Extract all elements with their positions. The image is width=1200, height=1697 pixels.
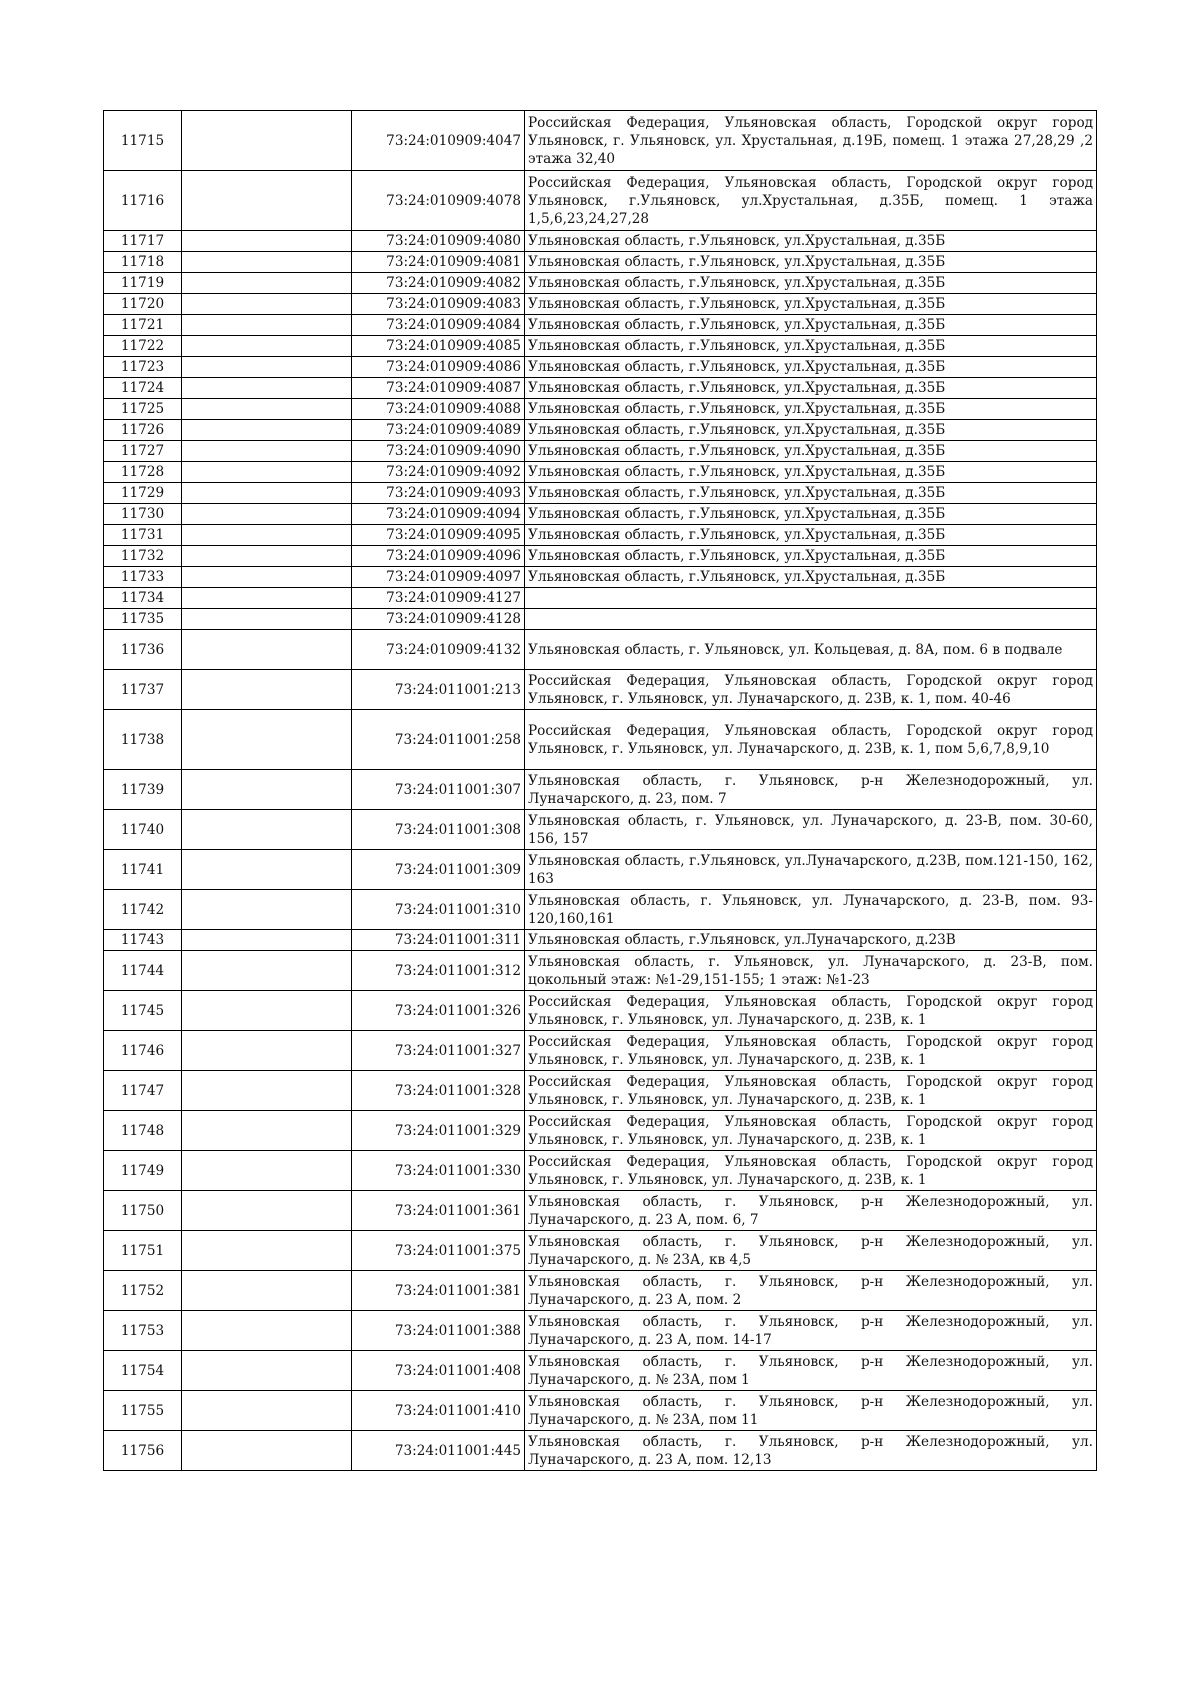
row-number: 11733	[104, 567, 182, 588]
cadastral-number: 73:24:010909:4132	[352, 630, 525, 670]
cadastral-number: 73:24:011001:258	[352, 710, 525, 770]
empty-cell	[182, 441, 352, 462]
row-number: 11737	[104, 670, 182, 710]
row-number: 11722	[104, 336, 182, 357]
row-number: 11732	[104, 546, 182, 567]
table-row	[104, 399, 1097, 420]
address: Ульяновская область, г.Ульяновск, ул.Хрустальная, д.35Б	[525, 294, 1097, 315]
empty-cell	[182, 609, 352, 630]
empty-cell	[182, 1311, 352, 1351]
row-number: 11755	[104, 1391, 182, 1431]
table-row	[104, 1031, 1097, 1071]
cadastral-number: 73:24:011001:327	[352, 1031, 525, 1071]
table-row	[104, 1231, 1097, 1271]
table-row	[104, 1311, 1097, 1351]
table-row	[104, 710, 1097, 770]
address: Российская Федерация, Ульяновская область, Городской округ город Ульяновск, г. Ульяновск, ул. Луначарского, д. 23В, к. 1	[525, 1111, 1097, 1151]
cadastral-number: 73:24:011001:213	[352, 670, 525, 710]
cadastral-number: 73:24:011001:328	[352, 1071, 525, 1111]
table-row	[104, 850, 1097, 890]
empty-cell	[182, 1271, 352, 1311]
empty-cell	[182, 399, 352, 420]
table-row	[104, 951, 1097, 991]
address: Ульяновская область, г. Ульяновск, р-н Железнодорожный, ул. Луначарского, д. № 23А, кв 4,5	[525, 1231, 1097, 1271]
empty-cell	[182, 588, 352, 609]
table-row	[104, 770, 1097, 810]
row-number: 11739	[104, 770, 182, 810]
empty-cell	[182, 1151, 352, 1191]
empty-cell	[182, 315, 352, 336]
row-number: 11741	[104, 850, 182, 890]
row-number: 11740	[104, 810, 182, 850]
row-number: 11718	[104, 252, 182, 273]
row-number: 11720	[104, 294, 182, 315]
address: Российская Федерация, Ульяновская область, Городской округ город Ульяновск, г.Ульяновск, ул.Хрустальная, д.35Б, помещ. 1 этажа 1,5,6,23,24,27,28	[525, 171, 1097, 231]
row-number: 11725	[104, 399, 182, 420]
row-number: 11738	[104, 710, 182, 770]
row-number: 11747	[104, 1071, 182, 1111]
row-number: 11735	[104, 609, 182, 630]
table-row	[104, 890, 1097, 930]
table-row	[104, 1271, 1097, 1311]
row-number: 11727	[104, 441, 182, 462]
row-number: 11717	[104, 231, 182, 252]
table-row	[104, 670, 1097, 710]
row-number: 11721	[104, 315, 182, 336]
row-number: 11723	[104, 357, 182, 378]
row-number: 11752	[104, 1271, 182, 1311]
empty-cell	[182, 1071, 352, 1111]
cadastral-number: 73:24:010909:4087	[352, 378, 525, 399]
empty-cell	[182, 1431, 352, 1471]
table-row	[104, 810, 1097, 850]
address: Ульяновская область, г. Ульяновск, р-н Железнодорожный, ул. Луначарского, д. № 23А, пом 1	[525, 1351, 1097, 1391]
cadastral-number: 73:24:010909:4097	[352, 567, 525, 588]
empty-cell	[182, 231, 352, 252]
table-row	[104, 1111, 1097, 1151]
row-number: 11736	[104, 630, 182, 670]
empty-cell	[182, 525, 352, 546]
cadastral-number: 73:24:010909:4085	[352, 336, 525, 357]
cadastral-number: 73:24:011001:330	[352, 1151, 525, 1191]
row-number: 11715	[104, 111, 182, 171]
address: Ульяновская область, г.Ульяновск, ул.Хрустальная, д.35Б	[525, 273, 1097, 294]
row-number: 11749	[104, 1151, 182, 1191]
cadastral-number: 73:24:010909:4096	[352, 546, 525, 567]
empty-cell	[182, 567, 352, 588]
cadastral-number: 73:24:011001:375	[352, 1231, 525, 1271]
row-number: 11734	[104, 588, 182, 609]
address: Ульяновская область, г. Ульяновск, р-н Железнодорожный, ул. Луначарского, д. 23 А, пом. 2	[525, 1271, 1097, 1311]
table-row	[104, 357, 1097, 378]
row-number: 11756	[104, 1431, 182, 1471]
empty-cell	[182, 1031, 352, 1071]
cadastral-number: 73:24:011001:381	[352, 1271, 525, 1311]
table-row	[104, 1191, 1097, 1231]
row-number: 11745	[104, 991, 182, 1031]
table-row	[104, 1391, 1097, 1431]
table-row	[104, 1071, 1097, 1111]
address: Российская Федерация, Ульяновская область, Городской округ город Ульяновск, г. Ульяновск, ул. Луначарского, д. 23В, к. 1	[525, 1071, 1097, 1111]
address	[525, 609, 1097, 630]
cadastral-number: 73:24:010909:4047	[352, 111, 525, 171]
table-row	[104, 567, 1097, 588]
table-row	[104, 630, 1097, 670]
cadastral-number: 73:24:010909:4083	[352, 294, 525, 315]
empty-cell	[182, 710, 352, 770]
registry-table	[103, 110, 1097, 1471]
address: Российская Федерация, Ульяновская область, Городской округ город Ульяновск, г. Ульяновск, ул. Луначарского, д. 23В, к. 1, пом. 40-46	[525, 670, 1097, 710]
address: Ульяновская область, г. Ульяновск, р-н Железнодорожный, ул. Луначарского, д. 23 А, пом. 6, 7	[525, 1191, 1097, 1231]
row-number: 11726	[104, 420, 182, 441]
cadastral-number: 73:24:011001:312	[352, 951, 525, 991]
cadastral-number: 73:24:011001:311	[352, 930, 525, 951]
table-row	[104, 315, 1097, 336]
registry-table-body	[104, 111, 1097, 1471]
cadastral-number: 73:24:010909:4078	[352, 171, 525, 231]
table-row	[104, 378, 1097, 399]
address: Российская Федерация, Ульяновская область, Городской округ город Ульяновск, г. Ульяновск, ул. Луначарского, д. 23В, к. 1	[525, 1151, 1097, 1191]
empty-cell	[182, 336, 352, 357]
row-number: 11750	[104, 1191, 182, 1231]
row-number: 11730	[104, 504, 182, 525]
table-row	[104, 462, 1097, 483]
empty-cell	[182, 890, 352, 930]
empty-cell	[182, 670, 352, 710]
cadastral-number: 73:24:010909:4094	[352, 504, 525, 525]
address: Ульяновская область, г.Ульяновск, ул.Хрустальная, д.35Б	[525, 546, 1097, 567]
table-row	[104, 609, 1097, 630]
address: Российская Федерация, Ульяновская область, Городской округ город Ульяновск, г. Ульяновск, ул. Луначарского, д. 23В, к. 1, пом 5,6,7,8,9,10	[525, 710, 1097, 770]
cadastral-number: 73:24:011001:309	[352, 850, 525, 890]
row-number: 11719	[104, 273, 182, 294]
cadastral-number: 73:24:011001:308	[352, 810, 525, 850]
table-row	[104, 546, 1097, 567]
row-number: 11744	[104, 951, 182, 991]
table-row	[104, 441, 1097, 462]
cadastral-number: 73:24:010909:4089	[352, 420, 525, 441]
address	[525, 588, 1097, 609]
empty-cell	[182, 273, 352, 294]
cadastral-number: 73:24:011001:361	[352, 1191, 525, 1231]
address: Российская Федерация, Ульяновская область, Городской округ город Ульяновск, г. Ульяновск, ул. Хрустальная, д.19Б, помещ. 1 этажа 27,28,29 ,2 этажа 32,40	[525, 111, 1097, 171]
table-row	[104, 111, 1097, 171]
address: Ульяновская область, г.Ульяновск, ул.Хрустальная, д.35Б	[525, 357, 1097, 378]
table-row	[104, 252, 1097, 273]
cadastral-number: 73:24:010909:4086	[352, 357, 525, 378]
cadastral-number: 73:24:010909:4092	[352, 462, 525, 483]
address: Ульяновская область, г.Ульяновск, ул.Хрустальная, д.35Б	[525, 483, 1097, 504]
cadastral-number: 73:24:010909:4093	[352, 483, 525, 504]
address: Ульяновская область, г.Ульяновск, ул.Луначарского, д.23В, пом.121-150, 162, 163	[525, 850, 1097, 890]
cadastral-number: 73:24:011001:307	[352, 770, 525, 810]
table-row	[104, 1431, 1097, 1471]
empty-cell	[182, 111, 352, 171]
empty-cell	[182, 504, 352, 525]
address: Ульяновская область, г.Ульяновск, ул.Хрустальная, д.35Б	[525, 420, 1097, 441]
cadastral-number: 73:24:010909:4127	[352, 588, 525, 609]
address: Ульяновская область, г.Ульяновск, ул.Хрустальная, д.35Б	[525, 252, 1097, 273]
table-row	[104, 504, 1097, 525]
empty-cell	[182, 420, 352, 441]
address: Ульяновская область, г.Ульяновск, ул.Хрустальная, д.35Б	[525, 315, 1097, 336]
address: Ульяновская область, г. Ульяновск, р-н Железнодорожный, ул. Луначарского, д. 23, пом. 7	[525, 770, 1097, 810]
row-number: 11742	[104, 890, 182, 930]
row-number: 11724	[104, 378, 182, 399]
empty-cell	[182, 252, 352, 273]
cadastral-number: 73:24:010909:4088	[352, 399, 525, 420]
address: Ульяновская область, г.Ульяновск, ул.Хрустальная, д.35Б	[525, 462, 1097, 483]
address: Ульяновская область, г.Ульяновск, ул.Хрустальная, д.35Б	[525, 336, 1097, 357]
empty-cell	[182, 483, 352, 504]
address: Ульяновская область, г. Ульяновск, ул. Луначарского, д. 23-В, пом. цокольный этаж: №1-29,151-155; 1 этаж: №1-23	[525, 951, 1097, 991]
cadastral-number: 73:24:011001:445	[352, 1431, 525, 1471]
empty-cell	[182, 951, 352, 991]
address: Ульяновская область, г. Ульяновск, ул. Луначарского, д. 23-В, пом. 93-120,160,161	[525, 890, 1097, 930]
address: Российская Федерация, Ульяновская область, Городской округ город Ульяновск, г. Ульяновск, ул. Луначарского, д. 23В, к. 1	[525, 1031, 1097, 1071]
empty-cell	[182, 171, 352, 231]
empty-cell	[182, 991, 352, 1031]
table-row	[104, 273, 1097, 294]
address: Ульяновская область, г.Ульяновск, ул.Хрустальная, д.35Б	[525, 525, 1097, 546]
row-number: 11746	[104, 1031, 182, 1071]
table-row	[104, 336, 1097, 357]
row-number: 11753	[104, 1311, 182, 1351]
table-row	[104, 1151, 1097, 1191]
address: Ульяновская область, г. Ульяновск, ул. Луначарского, д. 23-В, пом. 30-60, 156, 157	[525, 810, 1097, 850]
address: Ульяновская область, г.Ульяновск, ул.Хрустальная, д.35Б	[525, 567, 1097, 588]
empty-cell	[182, 1351, 352, 1391]
row-number: 11751	[104, 1231, 182, 1271]
empty-cell	[182, 630, 352, 670]
cadastral-number: 73:24:010909:4080	[352, 231, 525, 252]
empty-cell	[182, 357, 352, 378]
cadastral-number: 73:24:011001:408	[352, 1351, 525, 1391]
empty-cell	[182, 1231, 352, 1271]
cadastral-number: 73:24:011001:310	[352, 890, 525, 930]
address: Ульяновская область, г. Ульяновск, р-н Железнодорожный, ул. Луначарского, д. № 23А, пом 11	[525, 1391, 1097, 1431]
empty-cell	[182, 850, 352, 890]
address: Ульяновская область, г.Ульяновск, ул.Хрустальная, д.35Б	[525, 231, 1097, 252]
address: Ульяновская область, г. Ульяновск, ул. Кольцевая, д. 8А, пом. 6 в подвале	[525, 630, 1097, 670]
table-row	[104, 1351, 1097, 1391]
address: Ульяновская область, г. Ульяновск, р-н Железнодорожный, ул. Луначарского, д. 23 А, пом. 12,13	[525, 1431, 1097, 1471]
empty-cell	[182, 294, 352, 315]
table-row	[104, 483, 1097, 504]
address: Ульяновская область, г.Ульяновск, ул.Хрустальная, д.35Б	[525, 378, 1097, 399]
cadastral-number: 73:24:010909:4095	[352, 525, 525, 546]
cadastral-number: 73:24:011001:326	[352, 991, 525, 1031]
empty-cell	[182, 1391, 352, 1431]
table-row	[104, 525, 1097, 546]
row-number: 11728	[104, 462, 182, 483]
address: Ульяновская область, г.Ульяновск, ул.Луначарского, д.23В	[525, 930, 1097, 951]
cadastral-number: 73:24:010909:4081	[352, 252, 525, 273]
address: Ульяновская область, г.Ульяновск, ул.Хрустальная, д.35Б	[525, 399, 1097, 420]
cadastral-number: 73:24:010909:4128	[352, 609, 525, 630]
empty-cell	[182, 930, 352, 951]
table-row	[104, 588, 1097, 609]
empty-cell	[182, 378, 352, 399]
row-number: 11716	[104, 171, 182, 231]
row-number: 11748	[104, 1111, 182, 1151]
empty-cell	[182, 1191, 352, 1231]
cadastral-number: 73:24:010909:4090	[352, 441, 525, 462]
address: Российская Федерация, Ульяновская область, Городской округ город Ульяновск, г. Ульяновск, ул. Луначарского, д. 23В, к. 1	[525, 991, 1097, 1031]
empty-cell	[182, 546, 352, 567]
table-row	[104, 930, 1097, 951]
address: Ульяновская область, г.Ульяновск, ул.Хрустальная, д.35Б	[525, 441, 1097, 462]
empty-cell	[182, 462, 352, 483]
row-number: 11729	[104, 483, 182, 504]
cadastral-number: 73:24:010909:4082	[352, 273, 525, 294]
row-number: 11731	[104, 525, 182, 546]
row-number: 11743	[104, 930, 182, 951]
empty-cell	[182, 810, 352, 850]
empty-cell	[182, 1111, 352, 1151]
row-number: 11754	[104, 1351, 182, 1391]
address: Ульяновская область, г.Ульяновск, ул.Хрустальная, д.35Б	[525, 504, 1097, 525]
cadastral-number: 73:24:011001:410	[352, 1391, 525, 1431]
cadastral-number: 73:24:011001:329	[352, 1111, 525, 1151]
address: Ульяновская область, г. Ульяновск, р-н Железнодорожный, ул. Луначарского, д. 23 А, пом. 14-17	[525, 1311, 1097, 1351]
empty-cell	[182, 770, 352, 810]
table-row	[104, 231, 1097, 252]
table-row	[104, 991, 1097, 1031]
table-row	[104, 294, 1097, 315]
cadastral-number: 73:24:011001:388	[352, 1311, 525, 1351]
table-row	[104, 171, 1097, 231]
cadastral-number: 73:24:010909:4084	[352, 315, 525, 336]
table-row	[104, 420, 1097, 441]
